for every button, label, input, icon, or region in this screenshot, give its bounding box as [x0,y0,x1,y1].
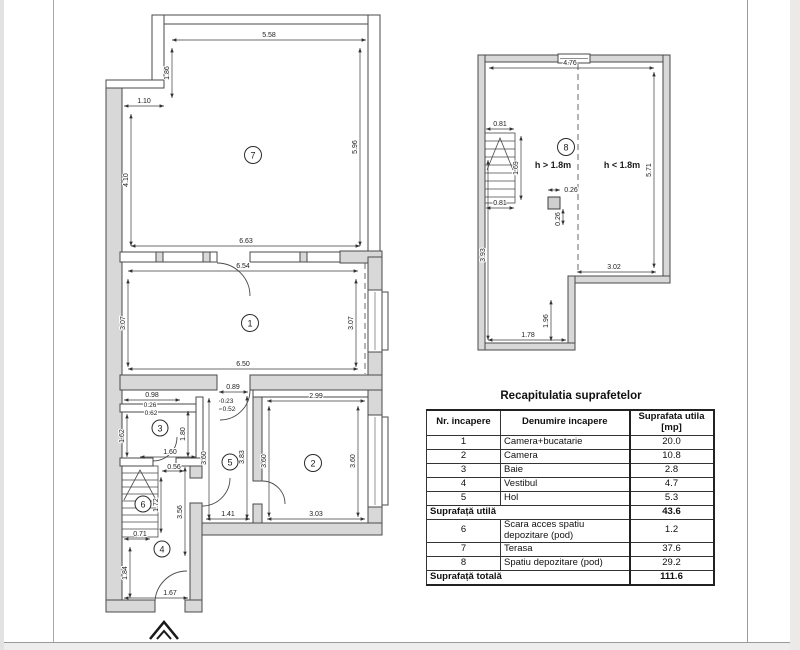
cell-name: Baie [501,463,630,477]
table-header-row [427,410,714,435]
cell-nr: 6 [427,519,501,542]
dim-label: 0.26 [143,402,157,409]
cell-area: 5.3 [630,491,714,505]
cell-area: 2.8 [630,463,714,477]
total-value: 111.6 [630,570,714,585]
dim-label: 0.71 [133,531,147,538]
cell-nr: 5 [427,491,501,505]
subtotal-row [427,505,714,519]
dim-label: 3.60 [261,454,268,468]
table-row [427,463,714,477]
attic-plan [478,54,670,350]
dim-label: 0.81 [493,121,507,128]
dim-label: 1.96 [543,314,550,328]
room-number: 1 [247,318,253,329]
header-nr: Nr. incapere [427,410,501,435]
dim-label: 4.10 [123,173,130,187]
cell-area: 1.2 [630,519,714,542]
room-number: 4 [159,544,165,555]
dim-label: 0.62 [144,410,158,417]
total-label: Suprafață totală [427,570,630,585]
dim-label: 3.03 [309,511,323,518]
cell-name: Camera [501,449,630,463]
cell-name: Spatiu depozitare (pod) [501,556,630,570]
dim-label: 1.10 [137,98,151,105]
cell-nr: 2 [427,449,501,463]
cell-name: Scara acces spatiu depozitare (pod) [501,519,630,542]
dim-label: 2.99 [309,393,323,400]
dim-label: 1.67 [163,590,177,597]
dim-label: 1.72 [153,498,160,512]
dim-label: 1.41 [221,511,235,518]
dim-label: 3.56 [177,505,184,519]
header-area-line1: Suprafata utila [638,411,705,422]
main-walls [106,88,382,612]
ground-floor-plan [106,15,388,639]
room-number: 5 [227,457,233,468]
dim-label: 0.81 [493,200,507,207]
room-number: 7 [250,150,256,161]
table-row [427,449,714,463]
dim-label: 1.69 [513,161,520,175]
subtotal-label: Suprafață utilă [427,505,630,519]
dim-label: 1.78 [521,332,535,339]
height-label-below: h < 1.8m [603,160,641,170]
dim-label: 3.07 [120,316,127,330]
height-label-above: h > 1.8m [534,160,572,170]
cell-area: 29.2 [630,556,714,570]
dim-label: 0.26 [564,187,578,194]
dim-label: 6.54 [236,263,250,270]
cell-name: Camera+bucatarie [501,435,630,449]
dim-label: 3.93 [480,248,487,262]
table-row [427,477,714,491]
cell-nr: 8 [427,556,501,570]
dim-label: 0.26 [555,212,562,226]
dim-label: 0.23 [220,398,234,405]
dim-label: 6.63 [239,238,253,245]
dim-label: 3.60 [201,451,208,465]
ground-dim-labels [119,32,359,597]
cell-area: 4.7 [630,477,714,491]
dim-label: 5.58 [262,32,276,39]
table-title: Recapitulatia suprafetelor [500,390,642,402]
dim-label: 1.80 [180,427,187,441]
table-row [427,542,714,556]
dim-label: 5.96 [352,140,359,154]
room-numbers [135,147,322,558]
total-row [427,570,714,585]
cell-nr: 7 [427,542,501,556]
cell-name: Terasa [501,542,630,556]
subtotal-value: 43.6 [630,505,714,519]
dim-label: 3.60 [350,454,357,468]
dim-label: 1.60 [163,449,177,456]
dim-label: 0.56 [167,464,181,471]
cell-nr: 3 [427,463,501,477]
table-row [427,519,714,542]
table-row [427,435,714,449]
dim-label: 3.83 [239,450,246,464]
area-summary-table [426,409,715,586]
dim-label: 1.62 [119,429,126,443]
room-number: 6 [140,499,146,510]
dim-label: 1.84 [122,566,129,580]
dim-label: 6.50 [236,361,250,368]
room-number: 8 [563,142,569,153]
window-band [120,252,340,262]
header-name: Denumire incapere [501,410,630,435]
room-number: 3 [157,423,163,434]
room-number: 2 [310,458,316,469]
area-summary [426,390,716,586]
door-arcs [153,263,285,603]
header-area [630,410,714,435]
table-row [427,556,714,570]
terrace-walls [106,15,380,257]
cell-name: Hol [501,491,630,505]
attic-dim-labels [480,60,653,339]
entrance-arrow-icon [150,622,178,639]
dim-label: 4.76 [563,60,577,67]
dim-label: 0.89 [226,384,240,391]
dim-label: 5.71 [646,163,653,177]
cell-area: 37.6 [630,542,714,556]
cell-name: Vestibul [501,477,630,491]
cell-nr: 4 [427,477,501,491]
dim-label: 3.02 [607,264,621,271]
dim-label: 1.86 [164,66,171,80]
table-row [427,491,714,505]
attic-labels [535,139,640,171]
cell-nr: 1 [427,435,501,449]
attic-stairs [485,133,515,203]
dim-label: 3.07 [348,316,355,330]
chimney [548,197,560,209]
cell-area: 20.0 [630,435,714,449]
dim-label: 0.98 [145,392,159,399]
dim-label: 0.52 [222,406,236,413]
cell-area: 10.8 [630,449,714,463]
header-area-line2: [mp] [661,421,682,433]
